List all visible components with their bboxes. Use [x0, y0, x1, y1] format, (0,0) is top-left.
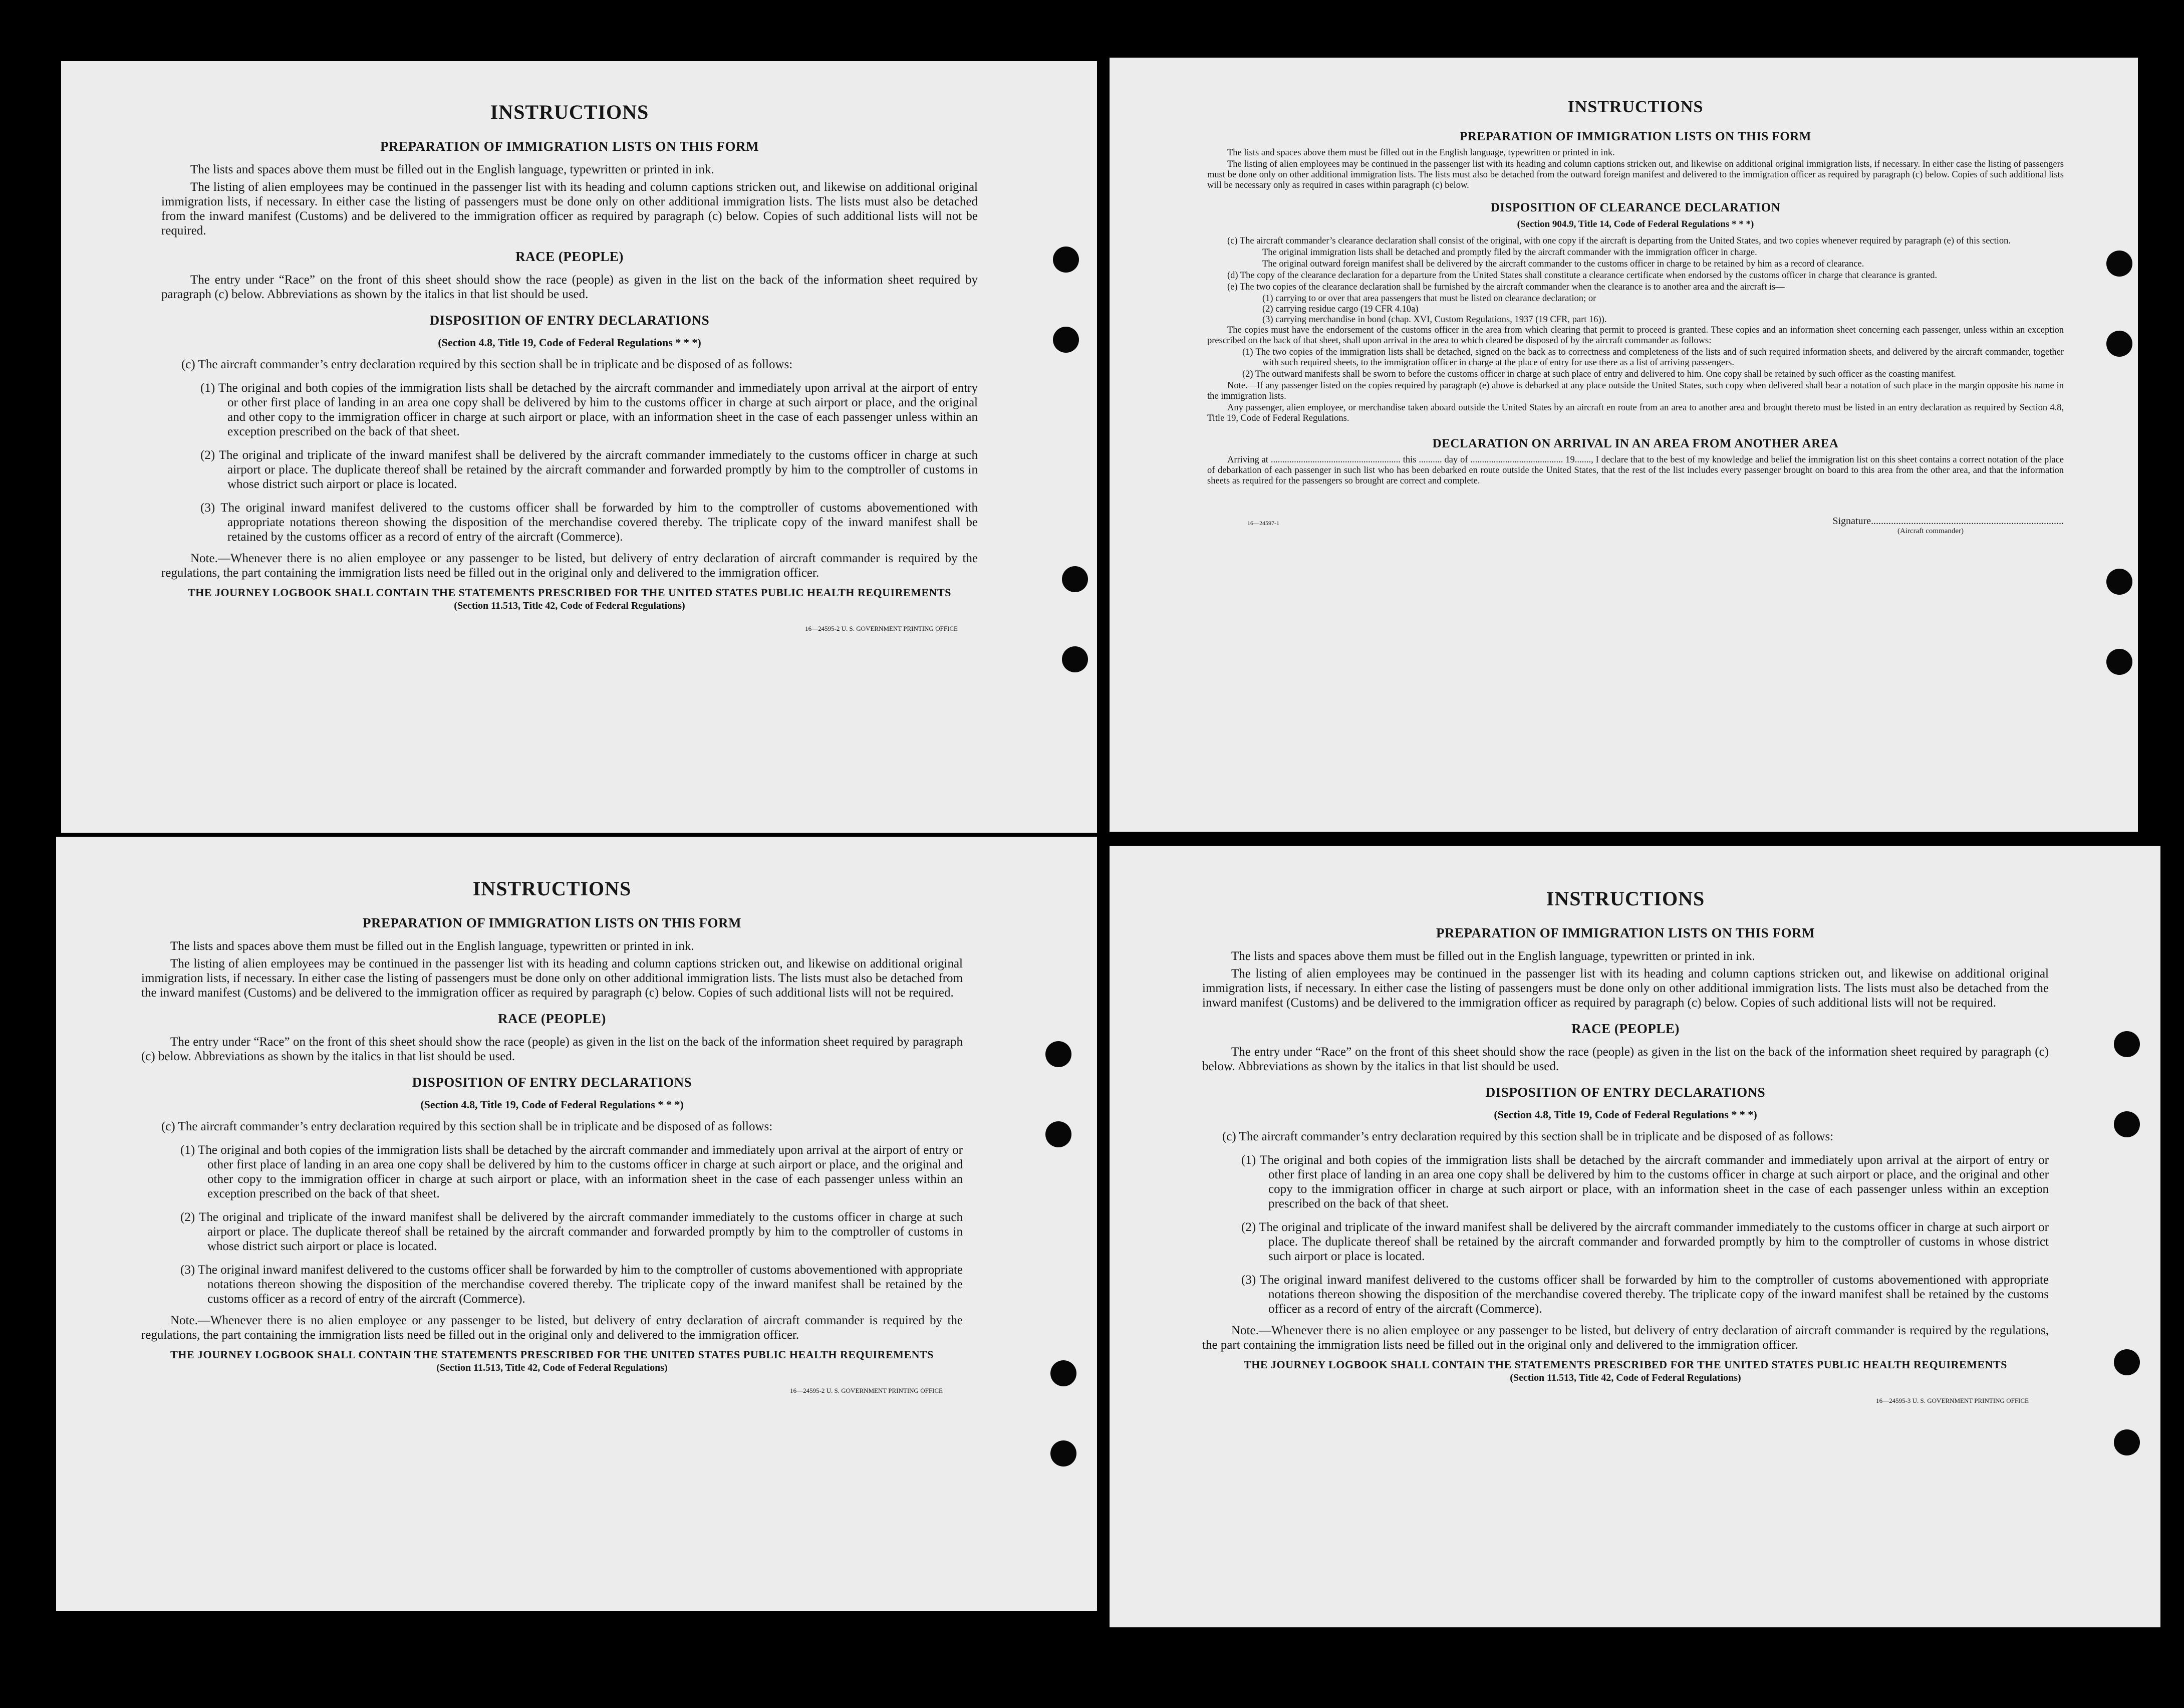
paragraph: The listing of alien employees may be continued in the passenger list with its heading and column captions stricken out, and likewise on additional original immigration lists, if necessary. In either case the listing of passengers must be done only on other additional immigration lists. The lists must also be detached from the inward manifest (Customs) and be delivered to the immigration officer as required by paragraph (c) below. Copies of such additional lists will not be required.: [1202, 967, 2049, 1010]
sheet-title: INSTRUCTIONS: [1546, 887, 1705, 910]
punch-hole: [2106, 569, 2132, 595]
punch-hole: [1050, 1440, 1076, 1467]
form-number: 16—24597-1: [1247, 520, 1279, 527]
punch-hole: [2114, 1031, 2140, 1057]
paragraph: The listing of alien employees may be continued in the passenger list with its heading and column captions stricken out, and likewise on additional original immigration lists, if necessary. In either case the listing of passengers must be done only on other additional immigration lists. The lists must also be detached from the outward foreign manifest and delivered to the immigration officer as required by paragraph (c) below. Copies of such additional lists will be necessary only as required in cases within paragraph (c) below.: [1207, 159, 2064, 190]
punch-hole: [1062, 566, 1088, 592]
section-citation: (Section 4.8, Title 19, Code of Federal Regulations * * *): [1494, 1108, 1757, 1121]
list-item: (3) The original inward manifest delivered to the customs officer shall be forwarded by him to the comptroller of customs abovementioned with appropriate notations thereon showing the disposition of the merchandise covered thereby. The triplicate copy of the inward manifest shall be retained by the customs officer as a record of entry of the aircraft (Commerce).: [200, 501, 978, 544]
punch-hole: [2114, 1111, 2140, 1137]
paragraph: The original immigration lists shall be detached and promptly filed by the aircraft commander with the immigration officer in charge.: [1262, 248, 1757, 258]
punch-hole: [1045, 1041, 1071, 1067]
logbook-statement: THE JOURNEY LOGBOOK SHALL CONTAIN THE STATEMENTS PRESCRIBED FOR THE UNITED STATES PUBLIC HEALTH REQUIREMENTS: [188, 586, 951, 599]
sheet-title: INSTRUCTIONS: [472, 877, 632, 900]
paragraph: The lists and spaces above them must be filled out in the English language, typewritten or printed in ink.: [1231, 949, 1755, 963]
paragraph: (d) The copy of the clearance declaration for a departure from the United States shall constitute a clearance certificate when endorsed by the customs officer in charge that clearance is granted.: [1227, 271, 1938, 281]
section-heading: PREPARATION OF IMMIGRATION LISTS ON THIS FORM: [380, 139, 759, 154]
paragraph: The entry under “Race” on the front of this sheet should show the race (people) as given in the list on the back of the information sheet required by paragraph (c) below. Abbreviations as shown by the italics in that list should be used.: [141, 1035, 963, 1063]
note: Note.—Whenever there is no alien employee or any passenger to be listed, but delivery of entry declaration of aircraft commander is required by the regulations, the part containing the immigration lists need be filled out in the original only and delivered to the immigration officer.: [161, 552, 978, 580]
list-item: (3) The original inward manifest delivered to the customs officer shall be forwarded by him to the comptroller of customs abovementioned with appropriate notations thereon showing the disposition of the merchandise covered thereby. The triplicate copy of the inward manifest shall be retained by the customs officer as a record of entry of the aircraft (Commerce).: [1241, 1273, 2049, 1316]
signature-line: Signature.............................................................................: [1832, 516, 2064, 527]
paragraph: The listing of alien employees may be continued in the passenger list with its heading and column captions stricken out, and likewise on additional original immigration lists, if necessary. In either case the listing of passengers must be done only on other additional immigration lists. The lists must also be detached from the inward manifest (Customs) and be delivered to the immigration officer as required by paragraph (c) below. Copies of such additional lists will not be required.: [141, 957, 963, 1000]
punch-hole: [1045, 1121, 1071, 1147]
instruction-sheet-bottom-left: [56, 837, 1097, 1611]
paragraph: (e) The two copies of the clearance declaration shall be furnished by the aircraft commander when the clearance is to another area and the aircraft is—: [1227, 282, 1785, 292]
instruction-sheet-top-left: [61, 61, 1097, 833]
punch-hole: [1050, 1360, 1076, 1386]
logbook-citation: (Section 11.513, Title 42, Code of Federal Regulations): [454, 600, 685, 611]
punch-hole: [2114, 1429, 2140, 1455]
paragraph: The listing of alien employees may be continued in the passenger list with its heading and column captions stricken out, and likewise on additional original immigration lists, if necessary. In either case the listing of passengers must be done only on other additional immigration lists. The lists must also be detached from the inward manifest (Customs) and be delivered to the immigration officer as required by paragraph (c) below. Copies of such additional lists will not be required.: [161, 180, 978, 237]
section-citation: (Section 4.8, Title 19, Code of Federal Regulations * * *): [438, 336, 701, 349]
section-heading: PREPARATION OF IMMIGRATION LISTS ON THIS FORM: [1436, 925, 1815, 940]
paragraph: (c) The aircraft commander’s entry declaration required by this section shall be in triplicate and be disposed of as follows:: [1222, 1130, 1834, 1143]
paragraph: (c) The aircraft commander’s clearance declaration shall consist of the original, with one copy if the aircraft is departing from the United States, and two copies whenever required by paragraph (e) of this section.: [1227, 236, 2011, 246]
paragraph: The lists and spaces above them must be filled out in the English language, typewritten or printed in ink.: [170, 939, 694, 953]
list-item: (1) The original and both copies of the immigration lists shall be detached by the aircraft commander and immediately upon arrival at the airport of entry or other first place of landing in an area one copy shall be delivered by him to the customs officer in charge at such airport or place, and the original and other copy to the immigration officer in charge at such airport or place, with an information sheet in the case of each passenger unless within an exception prescribed on the back of that sheet.: [180, 1143, 963, 1200]
section-heading: PREPARATION OF IMMIGRATION LISTS ON THIS FORM: [362, 915, 742, 930]
paragraph: The entry under “Race” on the front of this sheet should show the race (people) as given in the list on the back of the information sheet required by paragraph (c) below. Abbreviations as shown by the italics in that list should be used.: [1202, 1045, 2049, 1073]
paragraph: (c) The aircraft commander’s entry declaration required by this section shall be in triplicate and be disposed of as follows:: [161, 1120, 773, 1133]
list-item: (1) carrying to or over that area passengers that must be listed on clearance declaration; or: [1262, 294, 1596, 304]
instruction-sheet-top-right: [1110, 58, 2138, 832]
signature-caption: (Aircraft commander): [1897, 527, 1964, 535]
list-item: (3) carrying merchandise in bond (chap. XVI, Custom Regulations, 1937 (19 CFR, part 16)).: [1262, 315, 1607, 325]
section-heading: RACE (PEOPLE): [515, 249, 624, 264]
paragraph: (c) The aircraft commander’s entry declaration required by this section shall be in triplicate and be disposed of as follows:: [181, 358, 793, 371]
logbook-citation: (Section 11.513, Title 42, Code of Federal Regulations): [1510, 1372, 1741, 1383]
paragraph: Any passenger, alien employee, or merchandise taken aboard outside the United States by an aircraft en route from an area to another area and brought thereto must be listed in an entry declaration as required by Section 4.8, Title 19, Code of Federal Regulations.: [1207, 403, 2064, 423]
list-item: (2) The outward manifests shall be sworn to before the customs officer in charge at such place of entry and delivered to him. One copy shall be retained by such officer as the coasting manifest.: [1242, 369, 1956, 379]
section-heading: RACE (PEOPLE): [498, 1011, 606, 1026]
list-item: (3) The original inward manifest delivered to the customs officer shall be forwarded by him to the comptroller of customs abovementioned with appropriate notations thereon showing the disposition of the merchandise covered thereby. The triplicate copy of the inward manifest shall be retained by the customs officer as a record of entry of the aircraft (Commerce).: [180, 1263, 963, 1306]
punch-hole: [1053, 247, 1079, 273]
section-heading: DISPOSITION OF ENTRY DECLARATIONS: [412, 1075, 692, 1090]
list-item: (1) The original and both copies of the immigration lists shall be detached by the aircraft commander and immediately upon arrival at the airport of entry or other first place of landing in an area one copy shall be delivered by him to the customs officer in charge at such airport or place, and the original and other copy to the immigration officer in charge at such airport or place, with an information sheet in the case of each passenger unless within an exception prescribed on the back of that sheet.: [1241, 1153, 2049, 1210]
paragraph: The lists and spaces above them must be filled out in the English language, typewritten or printed in ink.: [1227, 148, 1615, 158]
paragraph: The copies must have the endorsement of the customs officer in the area from which clearing that permit to proceed is granted. These copies and an information sheet concerning each passenger, unless within an exception prescribed on the back of that sheet, shall upon arrival in the area to which cleared be disposed of by the aircraft commander as follows:: [1207, 325, 2064, 346]
punch-hole: [2106, 331, 2132, 357]
instruction-sheet-bottom-right: [1110, 846, 2160, 1627]
section-heading: PREPARATION OF IMMIGRATION LISTS ON THIS FORM: [1460, 130, 1811, 143]
paragraph: The entry under “Race” on the front of this sheet should show the race (people) as given in the list on the back of the information sheet required by paragraph (c) below. Abbreviations as shown by the italics in that list should be used.: [161, 273, 978, 301]
declaration-text: Arriving at ........................................................ this .......... day of ........................................ 19......., I declare that to the best of my knowledge and belief the immigration list on this sheet contains a correct notation of the place of debarkation of each passenger in such list who has been debarked en route outside the United States, that the rest of the list includes every passenger brought on board to this area from the other area, and that the information sheets as required for the passengers so brought are correct and complete.: [1207, 455, 2064, 486]
note: Note.—Whenever there is no alien employee or any passenger to be listed, but delivery of entry declaration of aircraft commander is required by the regulations, the part containing the immigration lists need be filled out in the original only and delivered to the immigration officer.: [141, 1314, 963, 1342]
list-item: (2) The original and triplicate of the inward manifest shall be delivered by the aircraft commander immediately to the customs officer in charge at such airport or place. The duplicate thereof shall be retained by the aircraft commander and forwarded promptly by him to the comptroller of customs in whose district such airport or place is located.: [200, 448, 978, 491]
punch-hole: [2114, 1349, 2140, 1375]
sheet-title: INSTRUCTIONS: [1567, 98, 1704, 116]
logbook-statement: THE JOURNEY LOGBOOK SHALL CONTAIN THE STATEMENTS PRESCRIBED FOR THE UNITED STATES PUBLIC HEALTH REQUIREMENTS: [170, 1348, 934, 1361]
section-heading: DISPOSITION OF ENTRY DECLARATIONS: [1485, 1085, 1766, 1100]
note: Note.—Whenever there is no alien employee or any passenger to be listed, but delivery of entry declaration of aircraft commander is required by the regulations, the part containing the immigration lists need be filled out in the original only and delivered to the immigration officer.: [1202, 1324, 2049, 1352]
section-heading: DISPOSITION OF ENTRY DECLARATIONS: [429, 313, 710, 328]
sheet-title: INSTRUCTIONS: [490, 101, 649, 123]
punch-hole: [1062, 646, 1088, 672]
list-item: (1) The two copies of the immigration lists shall be detached, signed on the back as to correctness and completeness of the lists and of such required information sheets, and delivered by the aircraft commander, together with such required sheets, to the immigration officer in charge at the place of entry for use there as a list of arriving passengers.: [1242, 347, 2064, 368]
printer-footer: 16—24595-3 U. S. GOVERNMENT PRINTING OFFICE: [1876, 1397, 2029, 1404]
printer-footer: 16—24595-2 U. S. GOVERNMENT PRINTING OFFICE: [790, 1387, 943, 1394]
paragraph: The lists and spaces above them must be filled out in the English language, typewritten or printed in ink.: [190, 163, 714, 176]
note: Note.—If any passenger listed on the copies required by paragraph (e) above is debarked at any place outside the United States, such copy when delivered shall bear a notation of such place in the margin opposite his name in the immigration lists.: [1207, 381, 2064, 401]
list-item: (2) The original and triplicate of the inward manifest shall be delivered by the aircraft commander immediately to the customs officer in charge at such airport or place. The duplicate thereof shall be retained by the aircraft commander and forwarded promptly by him to the comptroller of customs in whose district such airport or place is located.: [180, 1210, 963, 1253]
section-citation: (Section 904.9, Title 14, Code of Federal Regulations * * *): [1517, 219, 1754, 229]
list-item: (1) The original and both copies of the immigration lists shall be detached by the aircraft commander and immediately upon arrival at the airport of entry or other first place of landing in an area one copy shall be delivered by him to the customs officer in charge at such airport or place, and the original and other copy to the immigration officer in charge at such airport or place, with an information sheet in the case of each passenger unless within an exception prescribed on the back of that sheet.: [200, 381, 978, 438]
printer-footer: 16—24595-2 U. S. GOVERNMENT PRINTING OFFICE: [805, 625, 958, 632]
section-heading: RACE (PEOPLE): [1571, 1021, 1680, 1036]
punch-hole: [2106, 251, 2132, 277]
logbook-statement: THE JOURNEY LOGBOOK SHALL CONTAIN THE STATEMENTS PRESCRIBED FOR THE UNITED STATES PUBLIC HEALTH REQUIREMENTS: [1244, 1358, 2007, 1371]
paragraph: The original outward foreign manifest shall be delivered by the aircraft commander to the customs officer in charge to be retained by him as a record of clearance.: [1262, 259, 1864, 269]
punch-hole: [1053, 327, 1079, 353]
logbook-citation: (Section 11.513, Title 42, Code of Federal Regulations): [436, 1362, 668, 1373]
punch-hole: [2106, 649, 2132, 675]
list-item: (2) The original and triplicate of the inward manifest shall be delivered by the aircraft commander immediately to the customs officer in charge at such airport or place. The duplicate thereof shall be retained by the aircraft commander and forwarded promptly by him to the comptroller of customs in whose district such airport or place is located.: [1241, 1221, 2049, 1263]
section-heading: DISPOSITION OF CLEARANCE DECLARATION: [1490, 201, 1781, 214]
section-heading: DECLARATION ON ARRIVAL IN AN AREA FROM ANOTHER AREA: [1432, 437, 1839, 450]
section-citation: (Section 4.8, Title 19, Code of Federal Regulations * * *): [420, 1098, 684, 1111]
list-item: (2) carrying residue cargo (19 CFR 4.10a): [1262, 304, 1419, 314]
